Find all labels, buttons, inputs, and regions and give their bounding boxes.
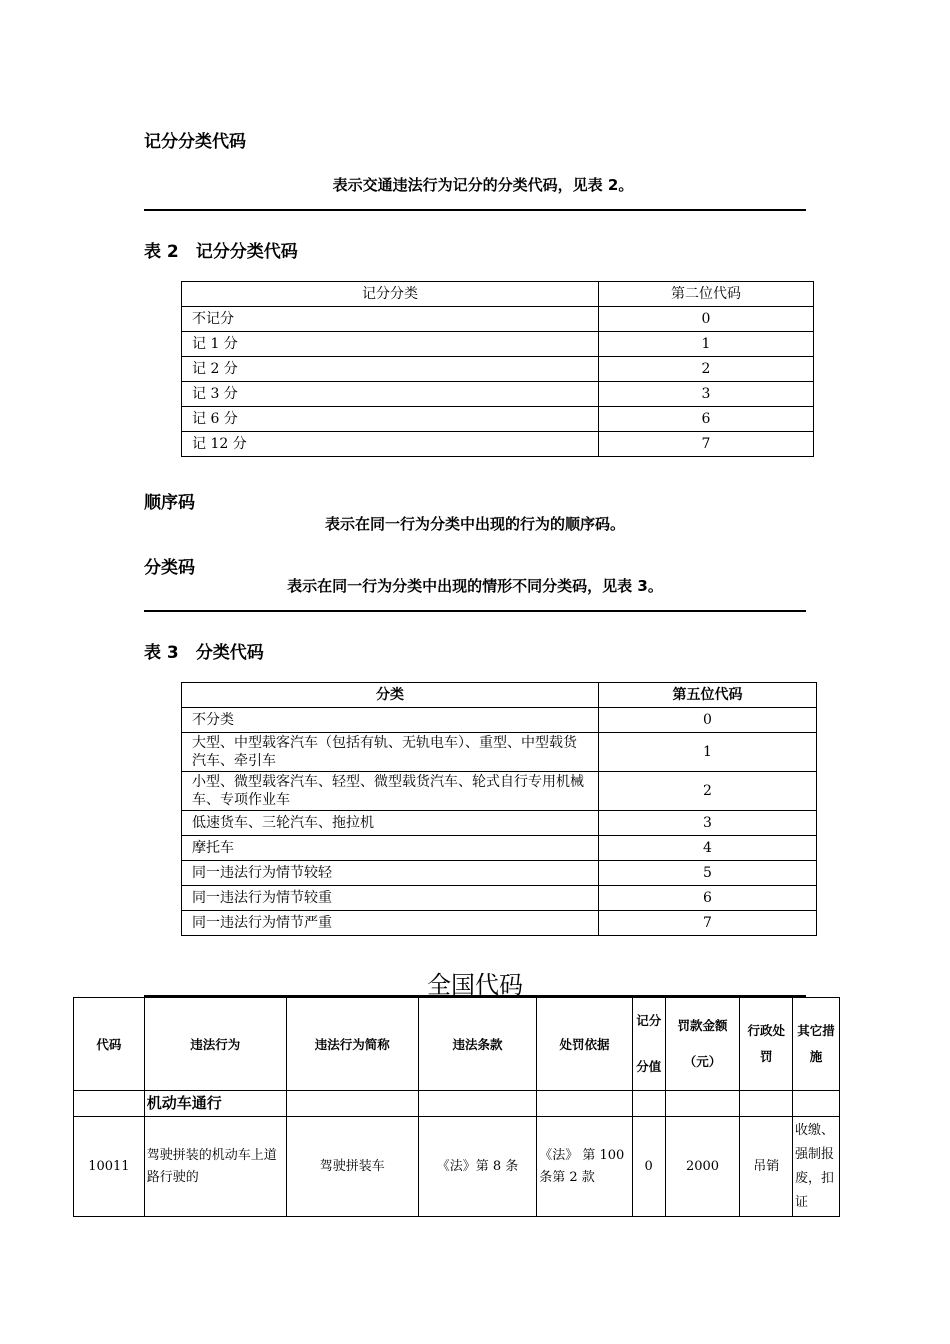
table-cell-clause: 《法》第 8 条 [418,1117,536,1217]
table-header-row [182,282,814,307]
table-row [182,861,817,886]
table-cell-fine: 2000 [665,1117,740,1217]
table-cell [740,1091,793,1117]
table-row [182,772,817,811]
table-row [182,911,817,936]
table-row [182,836,817,861]
table-cell-code: 10011 [74,1117,145,1217]
table-row [182,811,817,836]
column-header-points [632,998,665,1091]
table-cell-admin: 吊销 [740,1117,793,1217]
table-cell: 记 2 分 [182,357,599,382]
table-cell [286,1091,418,1117]
national-code-table [73,997,840,1217]
table-row [182,432,814,457]
table-group-row [74,1091,840,1117]
table-cell: 1 [599,733,817,772]
table-cell: 4 [599,836,817,861]
table-cell [632,1091,665,1117]
table-row [182,708,817,733]
table-cell [665,1091,740,1117]
column-header-admin: 行政处罚 [740,998,793,1091]
column-header-behavior: 违法行为 [144,998,286,1091]
table-row [182,382,814,407]
table3 [181,682,817,936]
table-cell: 2 [599,357,814,382]
column-header-fine-bottom: （元） [683,1054,722,1069]
column-header-points-bottom: 分值 [636,1059,662,1074]
table-cell: 0 [599,708,817,733]
table-header-row [74,998,840,1091]
table-cell-points: 0 [632,1117,665,1217]
table-cell: 3 [599,811,817,836]
table-row [182,357,814,382]
section-desc-sequence-code: 表示在同一行为分类中出现的行为的顺序码。 [324,515,625,533]
section-heading-category-code: 分类码 [144,558,195,578]
section-heading-sequence-code: 顺序码 [144,493,195,513]
table-cell: 大型、中型载客汽车（包括有轨、无轨电车）、重型、中型载货汽车、牵引车 [182,733,599,772]
group-label: 机动车通行 [144,1091,286,1117]
table2 [181,281,814,457]
table-cell: 6 [599,886,817,911]
table-cell: 同一违法行为情节较重 [182,886,599,911]
table-cell: 7 [599,911,817,936]
column-header-code: 代码 [74,998,145,1091]
table2-caption: 表 2 记分分类代码 [144,242,298,262]
column-header: 记分分类 [182,282,599,307]
table-cell: 7 [599,432,814,457]
section-heading-points-category: 记分分类代码 [144,132,246,152]
table-cell [537,1091,633,1117]
table-cell: 记 12 分 [182,432,599,457]
table-cell: 6 [599,407,814,432]
column-header-fine [665,998,740,1091]
table-cell: 5 [599,861,817,886]
table3-caption: 表 3 分类代码 [144,643,264,663]
table-row [182,307,814,332]
table-cell: 1 [599,332,814,357]
column-header: 第五位代码 [599,683,817,708]
table-cell-behavior: 驾驶拼装的机动车上道路行驶的 [144,1117,286,1217]
column-header-other: 其它措施 [793,998,840,1091]
column-header-basis: 处罚依据 [537,998,633,1091]
table-row [182,332,814,357]
table-cell: 2 [599,772,817,811]
table-cell: 不分类 [182,708,599,733]
table-cell: 记 6 分 [182,407,599,432]
column-header: 第二位代码 [599,282,814,307]
table-row [182,407,814,432]
table-cell: 同一违法行为情节较轻 [182,861,599,886]
table-cell-other: 收缴、强制报废，扣证 [793,1117,840,1217]
table-cell: 同一违法行为情节严重 [182,911,599,936]
column-header: 分类 [182,683,599,708]
table-cell: 低速货车、三轮汽车、拖拉机 [182,811,599,836]
table-cell-short: 驾驶拼装车 [286,1117,418,1217]
table-cell: 0 [599,307,814,332]
table-cell [418,1091,536,1117]
national-code-title: 全国代码 [427,971,523,999]
section-desc-points-category: 表示交通违法行为记分的分类代码，见表 2。 [332,176,634,194]
divider [144,209,806,211]
table-cell: 记 1 分 [182,332,599,357]
table-cell: 不记分 [182,307,599,332]
column-header-clause: 违法条款 [418,998,536,1091]
column-header-points-top: 记分 [636,1013,662,1028]
table-header-row [182,683,817,708]
table-row [182,886,817,911]
table-cell: 3 [599,382,814,407]
table-row [182,733,817,772]
table-cell: 摩托车 [182,836,599,861]
section-desc-category-code: 表示在同一行为分类中出现的情形不同分类码，见表 3。 [287,577,663,595]
table-cell [74,1091,145,1117]
table-cell: 小型、微型载客汽车、轻型、微型载货汽车、轮式自行专用机械车、专项作业车 [182,772,599,811]
table-cell: 记 3 分 [182,382,599,407]
divider [144,610,806,612]
table-cell-basis: 《法》 第 100 条第 2 款 [537,1117,633,1217]
table-row [74,1117,840,1217]
column-header-fine-top: 罚款金额 [677,1018,728,1033]
table-cell [793,1091,840,1117]
column-header-short: 违法行为简称 [286,998,418,1091]
